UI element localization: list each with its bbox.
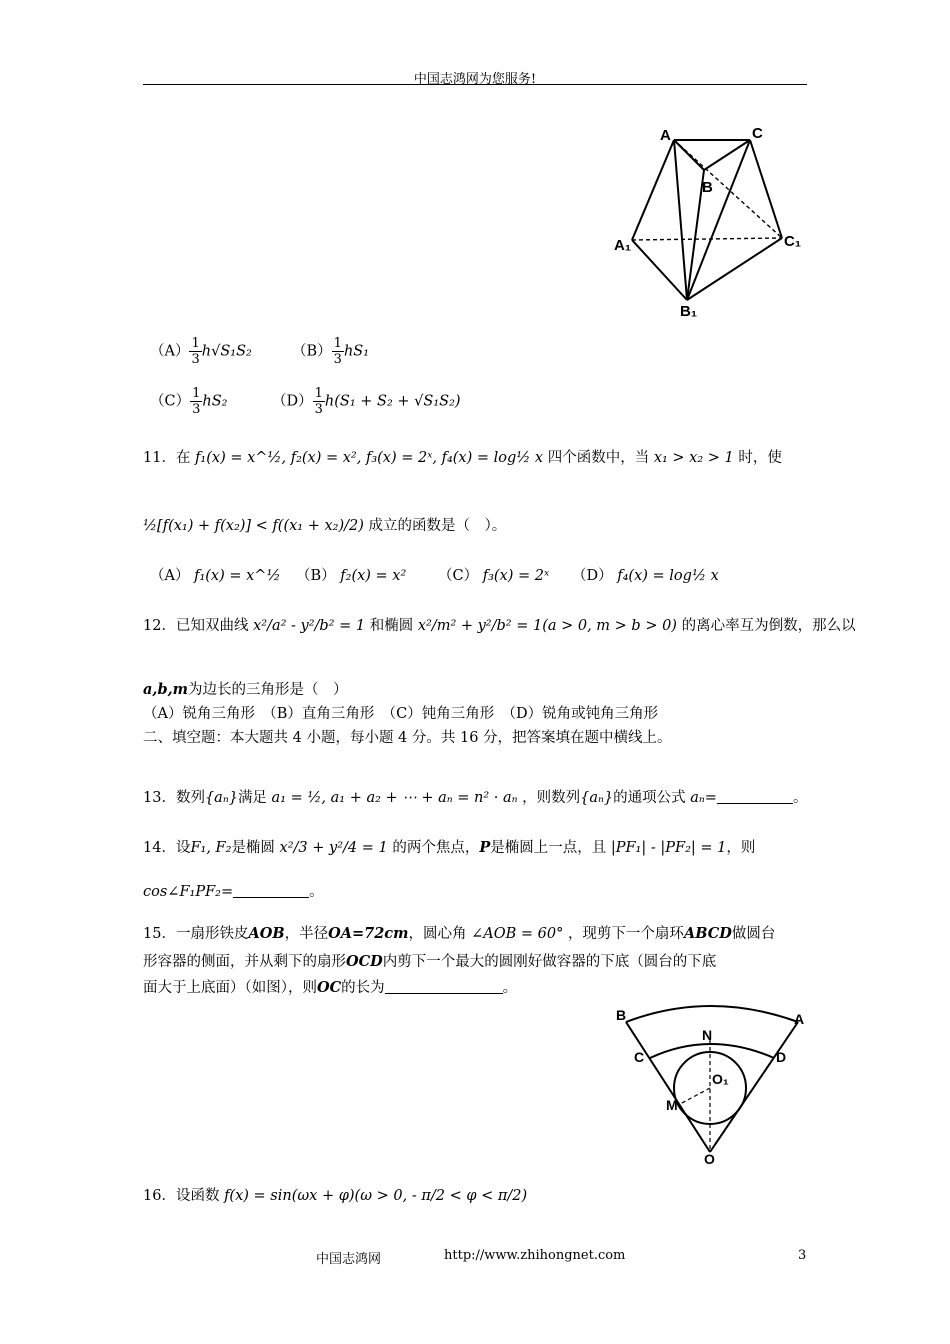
q11-functions: f₁(x) = x^½, f₂(x) = x², f₃(x) = 2ˣ, f₄(x) = log½ x — [195, 450, 544, 466]
q16-function: f(x) = sin(ωx + φ)(ω > 0, - π/2 < φ < π/2) — [224, 1188, 528, 1204]
q15-answer-blank[interactable] — [385, 979, 503, 994]
q12-line2: a,b,m为边长的三角形是（ ） — [143, 681, 348, 698]
fig2-label-o: O — [704, 1151, 715, 1165]
q14-answer-blank[interactable] — [233, 883, 309, 898]
fig1-label-c: C — [752, 125, 763, 142]
q15-line3: 面大于上底面）（如图），则OC的长为 。 — [143, 979, 518, 996]
q15-line2: 形容器的侧面，并从剩下的扇形OCD内剪下一个最大的圆刚好做容器的下底（圆台的下底 — [143, 953, 717, 970]
q10-option-c: （C） $\frac{1}{3}$ hS₂ — [150, 386, 228, 417]
page-header: 中国志鸿网为您服务! — [413, 72, 537, 87]
figure-solid-diagram — [612, 120, 812, 320]
q10-option-d: （D） $\frac{1}{3}$ h(S₁ + S₂ + √S₁S₂) — [272, 386, 461, 417]
q15-angle: ∠AOB = 60° — [471, 926, 564, 942]
fig2-label-d: D — [776, 1049, 787, 1065]
q10-a-frac: $\frac{1}{3}$ — [191, 336, 200, 367]
fig2-label-a: A — [794, 1011, 805, 1027]
fig2-label-o1: O₁ — [712, 1071, 729, 1087]
q11-condition: x₁ > x₂ > 1 — [653, 450, 734, 466]
q13: 13．数列{aₙ}满足 a₁ = ½, a₁ + a₂ + ⋯ + aₙ = n² · aₙ ，则数列{aₙ}的通项公式 aₙ= 。 — [143, 790, 808, 806]
section-2-heading: 二、填空题：本大题共 4 小题，每小题 4 分。共 16 分，把答案填在题中横线上。 — [143, 730, 672, 746]
header-rule — [143, 84, 807, 85]
q11-option-d: （D） f₄(x) = log½ x — [572, 568, 719, 584]
fig1-label-c1: C₁ — [784, 233, 802, 250]
q10-d-frac: $\frac{1}{3}$ — [314, 386, 323, 417]
q14-ellipse: x²/3 + y²/4 = 1 — [279, 840, 388, 856]
figure-sector-diagram — [612, 1000, 812, 1165]
q13-answer-blank[interactable] — [717, 789, 793, 804]
q11-stem: 11．在 f₁(x) = x^½, f₂(x) = x², f₃(x) = 2ˣ, f₄(x) = log½ x 四个函数中，当 x₁ > x₂ > 1 时，使 — [143, 450, 782, 466]
page-number: 3 — [798, 1248, 807, 1263]
fig1-label-b: B — [702, 179, 713, 196]
q12-stem: 12．已知双曲线 x²/a² - y²/b² = 1 和椭圆 x²/m² + y²/b² = 1(a > 0, m > b > 0) 的离心率互为倒数，那么以 — [143, 618, 856, 634]
footer-url-link[interactable]: http://www.zhihongnet.com — [444, 1248, 626, 1263]
q15-line1: 15．一扇形铁皮AOB，半径OA=72cm，圆心角 ∠AOB = 60° ，现剪下一个扇环ABCD做圆台 — [143, 925, 776, 942]
q14-condition: |PF₁| - |PF₂| = 1 — [610, 840, 727, 856]
footer-site: 中国志鸿网 — [316, 1252, 382, 1267]
q10-c-frac: $\frac{1}{3}$ — [192, 386, 201, 417]
fig1-label-a1: A₁ — [614, 237, 632, 254]
q16: 16．设函数 f(x) = sin(ωx + φ)(ω > 0, - π/2 < φ < π/2) — [143, 1188, 528, 1204]
q10-option-b: （B） $\frac{1}{3}$ hS₁ — [292, 336, 370, 367]
fig1-label-a: A — [660, 127, 671, 144]
q12-hyperbola: x²/a² - y²/b² = 1 — [253, 618, 366, 634]
q11-option-a: （A） f₁(x) = x^½ — [150, 568, 281, 584]
fig2-label-n: N — [702, 1027, 713, 1043]
q11-inequality: ½[f(x₁) + f(x₂)] < f((x₁ + x₂)/2) 成立的函数是（ ）。 — [143, 518, 507, 534]
q13-condition: a₁ = ½, a₁ + a₂ + ⋯ + aₙ = n² · aₙ — [271, 790, 518, 806]
q10-option-a: （A） $\frac{1}{3}$ h√S₁S₂ — [150, 336, 252, 367]
fig2-label-m: M — [666, 1097, 678, 1113]
fig2-label-b: B — [616, 1007, 627, 1023]
q12-options: （A）锐角三角形 （B）直角三角形 （C）钝角三角形 （D）锐角或钝角三角形 — [143, 706, 659, 722]
fig2-label-c: C — [634, 1049, 645, 1065]
q14: 14．设F₁, F₂是椭圆 x²/3 + y²/4 = 1 的两个焦点，P是椭圆上一点，且 |PF₁| - |PF₂| = 1，则 — [143, 839, 756, 856]
q10-b-frac: $\frac{1}{3}$ — [333, 336, 342, 367]
q11-option-b: （B） f₂(x) = x² — [296, 568, 407, 584]
fig1-label-b1: B₁ — [680, 303, 698, 320]
q12-ellipse: x²/m² + y²/b² = 1(a > 0, m > b > 0) — [417, 618, 677, 634]
q14-line2: cos∠F₁PF₂= 。 — [143, 884, 324, 900]
q11-option-c: （C） f₃(x) = 2ˣ — [438, 568, 550, 584]
